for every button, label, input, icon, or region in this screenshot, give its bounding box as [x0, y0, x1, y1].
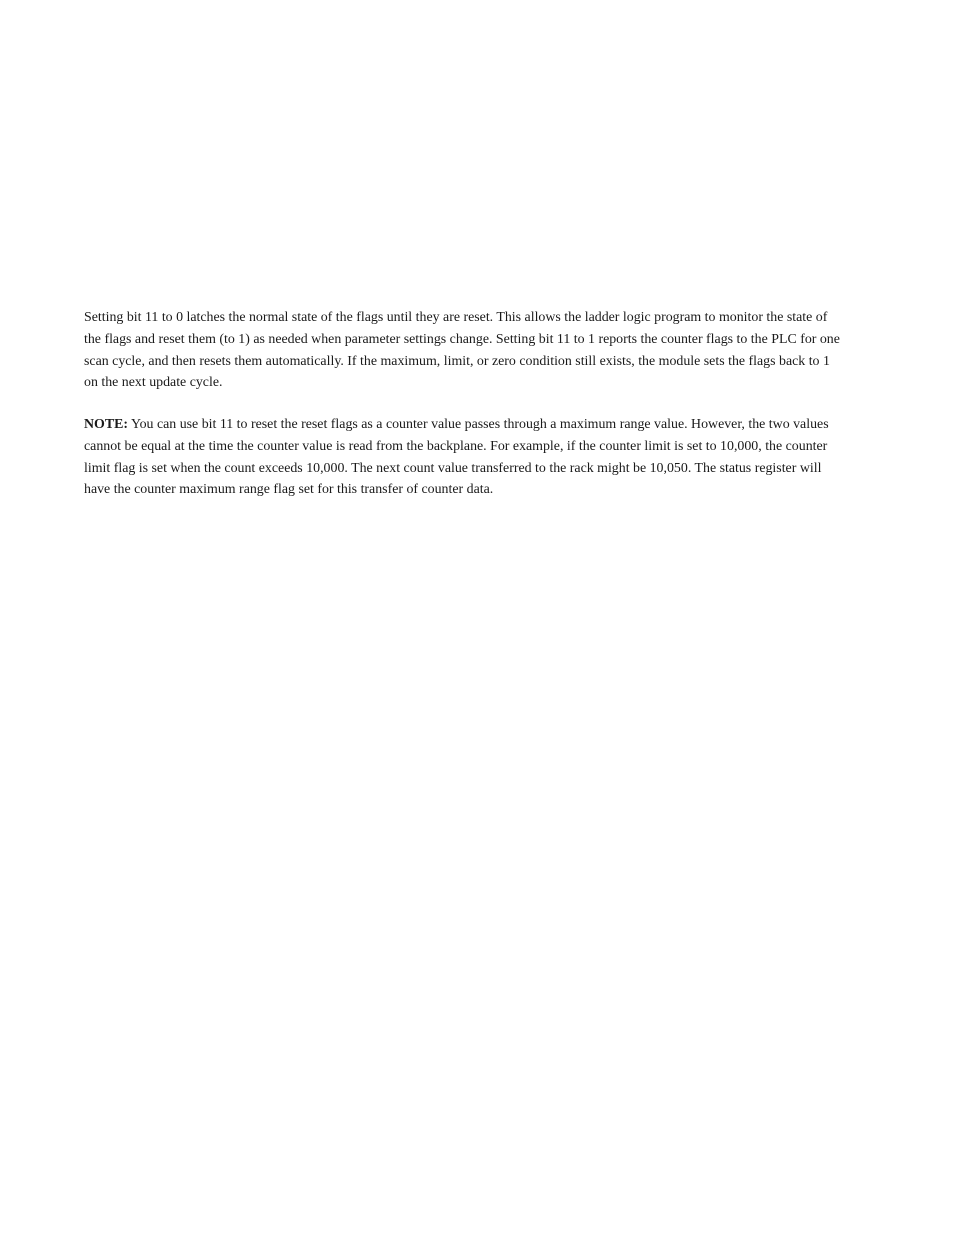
note-paragraph — [84, 414, 840, 501]
note-label: NOTE: — [84, 417, 128, 432]
note-text: You can use bit 11 to reset the reset flags as a counter value passes through a maximum range value. However, the two values cannot be equal at the time the counter value is read from the backplane. For example, if the counter limit is set to 10,000, the counter limit flag is set when the count exceeds 10,000. The next count value transferred to the rack might be 10,050. The status register will have the counter maximum range flag set for this transfer of counter data. — [84, 417, 829, 498]
paragraph-flag-latching: Setting bit 11 to 0 latches the normal state of the flags until they are reset. This allows the ladder logic program to monitor the state of the flags and reset them (to 1) as needed when parameter settings change. Setting bit 11 to 1 reports the counter flags to the PLC for one scan cycle, and then resets them automatically. If the maximum, limit, or zero condition still exists, the module sets the flags back to 1 on the next update cycle. — [84, 310, 840, 391]
